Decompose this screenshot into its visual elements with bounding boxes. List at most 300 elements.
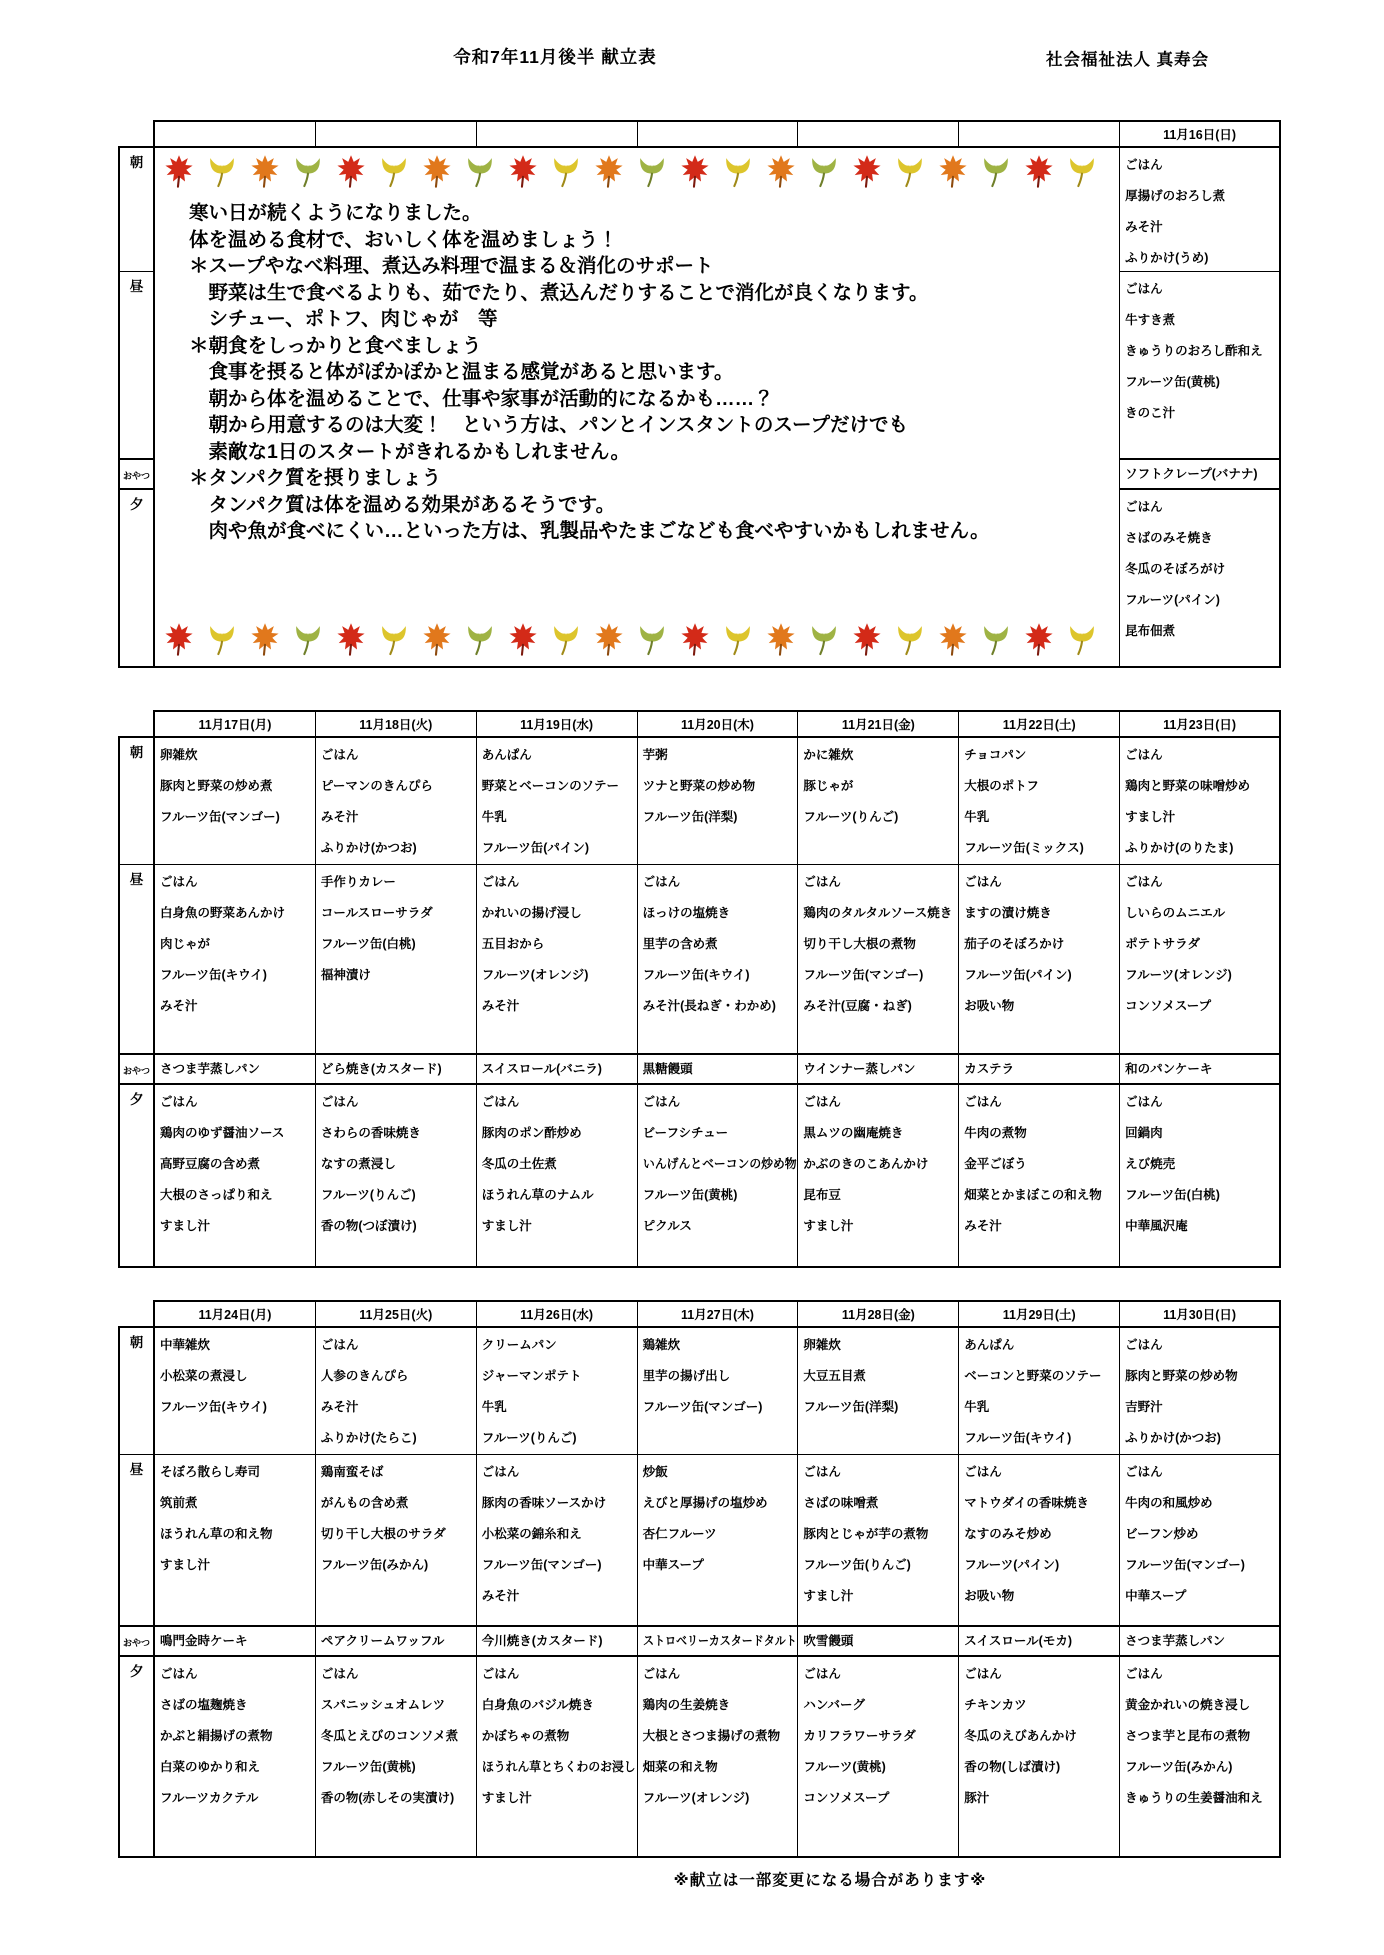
menu-item: ペアクリームワッフル <box>320 1634 445 1648</box>
menu-cell-snack <box>798 1055 959 1085</box>
menu-item: ごはん <box>1125 500 1163 514</box>
menu-item: 白菜のゆかり和え <box>160 1760 261 1774</box>
date-header: 11月26日(水) <box>477 1300 638 1328</box>
corner-cell <box>118 120 155 148</box>
menu-cell-snack <box>638 1627 799 1657</box>
menu-item: 吹雪饅頭 <box>803 1634 854 1648</box>
ginkgo-leaf-icon <box>720 154 756 188</box>
menu-item: フルーツ缶(キウイ) <box>160 1400 267 1414</box>
menu-item: すまし汁 <box>160 1219 211 1233</box>
empty-header-cell <box>316 120 477 148</box>
ginkgo-leaf-icon <box>1064 154 1100 188</box>
date-header: 11月30日(日) <box>1120 1300 1281 1328</box>
menu-item: 福神漬け <box>320 968 371 982</box>
ginkgo-leaf-icon <box>204 622 240 656</box>
ginkgo-leaf-icon <box>892 154 928 188</box>
menu-item: みそ汁 <box>320 1400 359 1414</box>
menu-cell-snack <box>798 1627 959 1657</box>
menu-item: 里芋の揚げ出し <box>642 1369 731 1383</box>
menu-item: ごはん <box>1125 1465 1163 1479</box>
menu-item: カリフラワーサラダ <box>803 1729 916 1743</box>
menu-item: シチュー、ポトフ、肉じゃが 等 <box>189 308 498 330</box>
menu-item: フルーツ缶(マンゴー) <box>642 1400 763 1414</box>
menu-item: 鶏肉の生姜焼き <box>642 1698 731 1712</box>
menu-item: 豚肉の香味ソースかけ <box>481 1496 607 1510</box>
menu-item: みそ汁(長ねぎ・わかめ) <box>642 999 776 1013</box>
menu-item: 鶏肉のゆず醤油ソース <box>160 1126 285 1140</box>
menu-item: 素敵な1日のスタートがきれるかもしれません。 <box>189 440 631 463</box>
menu-item: ふりかけ(かつお) <box>320 841 417 855</box>
menu-cell-snack <box>316 1055 477 1085</box>
row-label-breakfast: 朝 <box>118 1328 155 1455</box>
menu-item: 豚肉と野菜の炒め煮 <box>160 779 273 793</box>
menu-item: 中華雑炊 <box>160 1338 211 1352</box>
menu-item: ごはん <box>481 875 520 889</box>
menu-item: ビーフシチュー <box>642 1126 729 1140</box>
menu-item: フルーツ缶(黄桃) <box>320 1760 416 1774</box>
menu-item: すまし汁 <box>803 1219 854 1233</box>
ginkgo-leaf-icon <box>634 154 670 188</box>
ginkgo-leaf-icon <box>204 154 240 188</box>
date-header: 11月19日(水) <box>477 710 638 738</box>
menu-item: フルーツ(パイン) <box>964 1558 1060 1572</box>
menu-item: ＊朝食をしっかりと食べましょう <box>189 334 482 357</box>
empty-header-cell <box>798 120 959 148</box>
menu-item: フルーツ(りんご) <box>320 1188 416 1202</box>
menu-item: 野菜は生で食べるよりも、茹でたり、煮込んだりすることで消化が良くなります。 <box>189 281 929 304</box>
maple-leaf-icon <box>419 622 455 656</box>
menu-item: ごはん <box>320 1095 359 1109</box>
date-header: 11月16日(日) <box>1120 120 1281 148</box>
menu-item: なすのみそ炒め <box>964 1527 1052 1541</box>
menu-cell-breakfast <box>316 1328 477 1455</box>
row-label-dinner: 夕 <box>118 490 155 668</box>
menu-cell-dinner <box>1120 1657 1281 1858</box>
menu-item: みそ汁 <box>481 999 520 1013</box>
menu-item: ほうれん草の和え物 <box>160 1527 273 1541</box>
maple-leaf-icon <box>1021 154 1057 188</box>
menu-item: ピクルス <box>642 1219 692 1233</box>
ginkgo-leaf-icon <box>290 622 326 656</box>
menu-item: 畑菜とかまぼこの和え物 <box>964 1188 1102 1202</box>
menu-item: ごはん <box>320 748 359 762</box>
date-header: 11月28日(金) <box>798 1300 959 1328</box>
maple-leaf-icon <box>591 622 627 656</box>
menu-item: 冬瓜のえびあんかけ <box>964 1729 1077 1743</box>
date-header: 11月17日(月) <box>155 710 316 738</box>
menu-item: ハンバーグ <box>803 1698 866 1712</box>
menu-cell-breakfast <box>959 1328 1120 1455</box>
menu-item: スイスロール(バニラ) <box>481 1062 602 1076</box>
menu-item: ごはん <box>1125 158 1163 172</box>
menu-item: フルーツ缶(マンゴー) <box>160 810 280 824</box>
menu-item: フルーツ缶(マンゴー) <box>1125 1558 1245 1572</box>
menu-item: ごはん <box>803 875 841 889</box>
empty-header-cell <box>477 120 638 148</box>
menu-cell-dinner <box>798 1085 959 1268</box>
menu-item: 寒い日が続くようになりました。 <box>189 202 482 224</box>
menu-cell-snack <box>638 1055 799 1085</box>
menu-cell-breakfast <box>155 738 316 865</box>
menu-item: がんもの含め煮 <box>320 1496 409 1510</box>
menu-item: フルーツ(オレンジ) <box>1125 968 1232 982</box>
empty-header-cell <box>155 120 316 148</box>
organization-name: 社会福祉法人 真寿会 <box>1046 51 1210 69</box>
menu-item: 筑前煮 <box>160 1496 198 1510</box>
menu-item: ごはん <box>642 1095 681 1109</box>
menu-item: 朝から体を温めることで、仕事や家事が活動的になるかも……？ <box>189 387 774 410</box>
menu-item: かれいの揚げ浸し <box>481 906 582 920</box>
maple-leaf-icon <box>677 622 713 656</box>
date-header: 11月22日(土) <box>959 710 1120 738</box>
menu-item: ごはん <box>964 1465 1002 1479</box>
menu-item: いんげんとベーコンの炒め物 <box>642 1157 797 1171</box>
menu-item: コンソメスープ <box>1125 999 1212 1013</box>
menu-item: 肉じゃが <box>160 937 211 951</box>
menu-item: ごはん <box>160 875 198 889</box>
menu-cell-breakfast <box>477 738 638 865</box>
menu-cell-lunch <box>798 865 959 1055</box>
menu-item: 五目おから <box>481 937 545 951</box>
menu-item: 鳴門金時ケーキ <box>160 1634 248 1648</box>
menu-item: フルーツ缶(洋梨) <box>803 1400 899 1414</box>
menu-item: 杏仁フルーツ <box>642 1527 717 1541</box>
menu-cell-dinner <box>316 1657 477 1858</box>
menu-table-week1 <box>118 120 1281 668</box>
menu-item: かぶのきのこあんかけ <box>803 1157 929 1171</box>
ginkgo-leaf-icon <box>978 622 1014 656</box>
date-header: 11月24日(月) <box>155 1300 316 1328</box>
menu-item: 昆布佃煮 <box>1125 624 1176 638</box>
row-label-lunch: 昼 <box>118 1455 155 1627</box>
corner-cell <box>118 1300 155 1328</box>
menu-item: 香の物(赤しその実漬け) <box>320 1791 455 1805</box>
menu-item: ごはん <box>1125 282 1163 296</box>
row-label-snack: おやつ <box>118 1627 155 1657</box>
menu-item: ツナと野菜の炒め物 <box>642 779 756 793</box>
maple-leaf-icon <box>677 154 713 188</box>
menu-item: 牛肉の煮物 <box>964 1126 1027 1140</box>
menu-item: さつま芋蒸しパン <box>160 1062 261 1076</box>
menu-item: 小松菜の錦糸和え <box>481 1527 582 1541</box>
menu-item: 冬瓜のそぼろがけ <box>1125 562 1226 576</box>
menu-item: フルーツ(パイン) <box>1125 593 1220 607</box>
menu-item: ごはん <box>160 1095 198 1109</box>
ginkgo-leaf-icon <box>806 154 842 188</box>
menu-item: ごはん <box>481 1095 520 1109</box>
menu-item: 回鍋肉 <box>1125 1126 1163 1140</box>
seasonal-notice <box>155 148 1120 668</box>
menu-item: すまし汁 <box>481 1219 532 1233</box>
menu-item: えびと厚揚げの塩炒め <box>642 1496 768 1510</box>
menu-cell-breakfast <box>798 738 959 865</box>
menu-cell-snack <box>477 1055 638 1085</box>
menu-item: フルーツ缶(黄桃) <box>1125 375 1220 389</box>
menu-item: ごはん <box>642 875 681 889</box>
menu-item: 豚肉と野菜の炒め物 <box>1125 1369 1238 1383</box>
menu-item: 昆布豆 <box>803 1188 841 1202</box>
menu-item: フルーツ缶(ミックス) <box>964 841 1084 855</box>
menu-item: フルーツ缶(キウイ) <box>964 1431 1072 1445</box>
menu-item: 卵雑炊 <box>803 1338 841 1352</box>
row-label-dinner: 夕 <box>118 1085 155 1268</box>
menu-item: 炒飯 <box>642 1465 668 1479</box>
menu-item: かに雑炊 <box>803 748 854 762</box>
maple-leaf-icon <box>1021 622 1057 656</box>
menu-item: 大根のさっぱり和え <box>160 1188 273 1202</box>
menu-cell-dinner <box>959 1657 1120 1858</box>
menu-item: ごはん <box>1125 875 1163 889</box>
menu-item: きのこ汁 <box>1125 406 1176 420</box>
menu-item: えび焼売 <box>1125 1157 1176 1171</box>
row-label-breakfast: 朝 <box>118 148 155 272</box>
menu-item: みそ汁 <box>160 999 198 1013</box>
menu-item: さつま芋と昆布の煮物 <box>1125 1729 1251 1743</box>
menu-item: ふりかけ(うめ) <box>1125 251 1209 265</box>
menu-cell-snack <box>316 1627 477 1657</box>
menu-item: 吉野汁 <box>1125 1400 1163 1414</box>
menu-item: みそ汁(豆腐・ねぎ) <box>803 999 912 1013</box>
menu-item: ごはん <box>803 1095 841 1109</box>
menu-item: ごはん <box>803 1465 841 1479</box>
leaf-decoration-top <box>155 148 1119 192</box>
menu-cell-snack <box>959 1627 1120 1657</box>
menu-item: フルーツ缶(りんご) <box>803 1558 911 1572</box>
menu-item: すまし汁 <box>1125 810 1176 824</box>
menu-item: どら焼き(カスタード) <box>320 1062 442 1076</box>
menu-item: 茄子のそぼろかけ <box>964 937 1065 951</box>
menu-item: 卵雑炊 <box>160 748 198 762</box>
menu-cell-lunch <box>1120 865 1281 1055</box>
menu-cell-lunch <box>316 1455 477 1627</box>
menu-cell-lunch <box>316 865 477 1055</box>
menu-item: すまし汁 <box>803 1589 854 1603</box>
menu-item: ごはん <box>642 1667 681 1681</box>
ginkgo-leaf-icon <box>290 154 326 188</box>
menu-cell-breakfast <box>959 738 1120 865</box>
menu-item: みそ汁 <box>481 1589 520 1603</box>
menu-item: 冬瓜の土佐煮 <box>481 1157 557 1171</box>
menu-item: ごはん <box>160 1667 198 1681</box>
menu-item: ほうれん草のナムル <box>481 1188 594 1202</box>
menu-item: フルーツ缶(白桃) <box>320 937 416 951</box>
menu-item: ふりかけ(のりたま) <box>1125 841 1234 855</box>
menu-item: 鶏南蛮そば <box>320 1465 384 1479</box>
menu-item: ごはん <box>1125 1338 1163 1352</box>
menu-item: 黒ムツの幽庵焼き <box>803 1126 904 1140</box>
menu-item: すまし汁 <box>160 1558 211 1572</box>
row-label-snack: おやつ <box>118 1055 155 1085</box>
menu-item: スパニッシュオムレツ <box>320 1698 446 1712</box>
maple-leaf-icon <box>935 154 971 188</box>
menu-item: 牛肉の和風炒め <box>1125 1496 1213 1510</box>
menu-item: チョコパン <box>964 748 1027 762</box>
menu-item: ジャーマンポテト <box>481 1369 582 1383</box>
date-header: 11月23日(日) <box>1120 710 1281 738</box>
menu-cell-lunch <box>638 865 799 1055</box>
menu-item: ほっけの塩焼き <box>642 906 731 920</box>
ginkgo-leaf-icon <box>806 622 842 656</box>
menu-item: 黒糖饅頭 <box>642 1062 693 1076</box>
menu-item: 野菜とベーコンのソテー <box>481 779 619 793</box>
menu-item: 体を温める食材で、おいしく体を温めましょう！ <box>189 228 618 251</box>
menu-item: かぶと絹揚げの煮物 <box>160 1729 273 1743</box>
menu-item: お吸い物 <box>964 999 1015 1013</box>
ginkgo-leaf-icon <box>1064 622 1100 656</box>
menu-cell-breakfast <box>638 738 799 865</box>
notice-text <box>155 192 1119 545</box>
menu-item: フルーツ缶(白桃) <box>1125 1188 1220 1202</box>
row-label-dinner: 夕 <box>118 1657 155 1858</box>
menu-item: 手作りカレー <box>320 875 396 889</box>
menu-cell-breakfast <box>477 1328 638 1455</box>
menu-item: きゅうりの生姜醤油和え <box>1125 1791 1263 1805</box>
date-header: 11月25日(火) <box>316 1300 477 1328</box>
empty-header-cell <box>959 120 1120 148</box>
menu-item: フルーツ(黄桃) <box>803 1760 886 1774</box>
menu-item: 香の物(つぼ漬け) <box>320 1219 417 1233</box>
menu-cell-lunch <box>155 1455 316 1627</box>
menu-item: みそ汁 <box>320 810 359 824</box>
menu-item: 牛乳 <box>481 1400 507 1414</box>
maple-leaf-icon <box>161 622 197 656</box>
ginkgo-leaf-icon <box>634 622 670 656</box>
maple-leaf-icon <box>505 154 541 188</box>
empty-header-cell <box>638 120 799 148</box>
maple-leaf-icon <box>763 154 799 188</box>
menu-item: ピーマンのきんぴら <box>320 779 433 793</box>
menu-item: 白身魚のバジル焼き <box>481 1698 594 1712</box>
ginkgo-leaf-icon <box>548 154 584 188</box>
menu-item: フルーツ(りんご) <box>803 810 899 824</box>
menu-cell-snack <box>1120 1627 1281 1657</box>
menu-item: 牛乳 <box>481 810 507 824</box>
menu-cell-snack <box>155 1055 316 1085</box>
maple-leaf-icon <box>849 622 885 656</box>
maple-leaf-icon <box>161 154 197 188</box>
menu-table-week2 <box>118 710 1281 1268</box>
maple-leaf-icon <box>935 622 971 656</box>
menu-item: 畑菜の和え物 <box>642 1760 718 1774</box>
menu-cell-dinner <box>155 1085 316 1268</box>
ginkgo-leaf-icon <box>720 622 756 656</box>
menu-item: フルーツ缶(マンゴー) <box>803 968 924 982</box>
menu-item: フルーツ(りんご) <box>481 1431 577 1445</box>
maple-leaf-icon <box>247 154 283 188</box>
menu-item: ごはん <box>964 1667 1002 1681</box>
ginkgo-leaf-icon <box>548 622 584 656</box>
menu-item: 大豆五目煮 <box>803 1369 866 1383</box>
menu-cell-dinner <box>1120 1085 1281 1268</box>
menu-item: ふりかけ(たらこ) <box>320 1431 417 1445</box>
menu-cell-breakfast <box>316 738 477 865</box>
menu-item: ごはん <box>320 1338 359 1352</box>
menu-item: ストロベリーカスタードタルト <box>642 1634 797 1648</box>
menu-cell-dinner <box>638 1085 799 1268</box>
menu-item: 大根のポトフ <box>964 779 1039 793</box>
menu-item: 大根とさつま揚げの煮物 <box>642 1729 781 1743</box>
menu-item: タンパク質は体を温める効果があるそうです。 <box>189 493 616 516</box>
menu-cell-breakfast <box>1120 738 1281 865</box>
menu-item: 切り干し大根の煮物 <box>803 937 916 951</box>
menu-cell-dinner <box>959 1085 1120 1268</box>
menu-item: あんぱん <box>481 748 532 762</box>
menu-item: 鶏肉と野菜の味噌炒め <box>1125 779 1251 793</box>
menu-item: 小松菜の煮浸し <box>160 1369 248 1383</box>
menu-table-week3 <box>118 1300 1281 1858</box>
menu-item: ごはん <box>964 1095 1002 1109</box>
menu-item: 芋粥 <box>642 748 668 762</box>
menu-item: 豚じゃが <box>803 779 854 793</box>
leaf-decoration-bottom <box>155 616 1119 666</box>
menu-cell-lunch <box>798 1455 959 1627</box>
menu-item: みそ汁 <box>1125 220 1163 234</box>
menu-item: ごはん <box>1125 748 1163 762</box>
menu-item: ＊タンパク質を摂りましょう <box>189 467 442 489</box>
menu-item: 金平ごぼう <box>964 1157 1027 1171</box>
menu-item: コールスローサラダ <box>320 906 433 920</box>
menu-item: かぼちゃの煮物 <box>481 1729 570 1743</box>
date-header: 11月27日(木) <box>638 1300 799 1328</box>
menu-item: ごはん <box>1125 1667 1163 1681</box>
maple-leaf-icon <box>849 154 885 188</box>
menu-item: 中華スープ <box>642 1558 704 1572</box>
menu-cell-lunch <box>638 1455 799 1627</box>
ginkgo-leaf-icon <box>978 154 1014 188</box>
menu-cell-breakfast <box>1120 148 1281 272</box>
menu-cell-lunch <box>477 865 638 1055</box>
menu-cell-breakfast <box>638 1328 799 1455</box>
menu-item: 和のパンケーキ <box>1125 1062 1213 1076</box>
menu-item: チキンカツ <box>964 1698 1027 1712</box>
date-header: 11月20日(木) <box>638 710 799 738</box>
menu-item: ますの漬け焼き <box>964 906 1052 920</box>
menu-item: 厚揚げのおろし煮 <box>1125 189 1226 203</box>
menu-item: ビーフン炒め <box>1125 1527 1199 1541</box>
menu-item: 高野豆腐の含め煮 <box>160 1157 261 1171</box>
menu-item: 豚肉とじゃが芋の煮物 <box>803 1527 929 1541</box>
menu-item: 牛乳 <box>964 810 990 824</box>
menu-item: フルーツ缶(パイン) <box>481 841 590 855</box>
menu-cell-snack <box>1120 1055 1281 1085</box>
maple-leaf-icon <box>247 622 283 656</box>
menu-item: お吸い物 <box>964 1589 1015 1603</box>
menu-item: クリームパン <box>481 1338 557 1352</box>
menu-item: フルーツ缶(みかん) <box>320 1558 429 1572</box>
menu-item: ソフトクレープ(バナナ) <box>1125 467 1258 481</box>
menu-cell-dinner <box>477 1657 638 1858</box>
menu-item: ベーコンと野菜のソテー <box>964 1369 1102 1383</box>
menu-item: さわらの香味焼き <box>320 1126 421 1140</box>
maple-leaf-icon <box>763 622 799 656</box>
menu-item: 冬瓜とえびのコンソメ煮 <box>320 1729 459 1743</box>
menu-item: カステラ <box>964 1062 1015 1076</box>
menu-cell-dinner <box>155 1657 316 1858</box>
row-label-lunch: 昼 <box>118 272 155 460</box>
maple-leaf-icon <box>591 154 627 188</box>
menu-item: フルーツ缶(パイン) <box>964 968 1072 982</box>
menu-cell-lunch <box>1120 272 1281 460</box>
menu-item: スイスロール(モカ) <box>964 1634 1072 1648</box>
menu-cell-snack <box>959 1055 1120 1085</box>
date-header: 11月29日(土) <box>959 1300 1120 1328</box>
menu-cell-breakfast <box>1120 1328 1281 1455</box>
ginkgo-leaf-icon <box>376 622 412 656</box>
menu-item: フルーツ(オレンジ) <box>642 1791 750 1805</box>
menu-item: ＊スープやなべ料理、煮込み料理で温まる＆消化のサポート <box>189 255 714 277</box>
menu-item: 食事を摂ると体がぽかぽかと温まる感覚があると思います。 <box>189 361 734 383</box>
menu-item: ごはん <box>320 1667 359 1681</box>
